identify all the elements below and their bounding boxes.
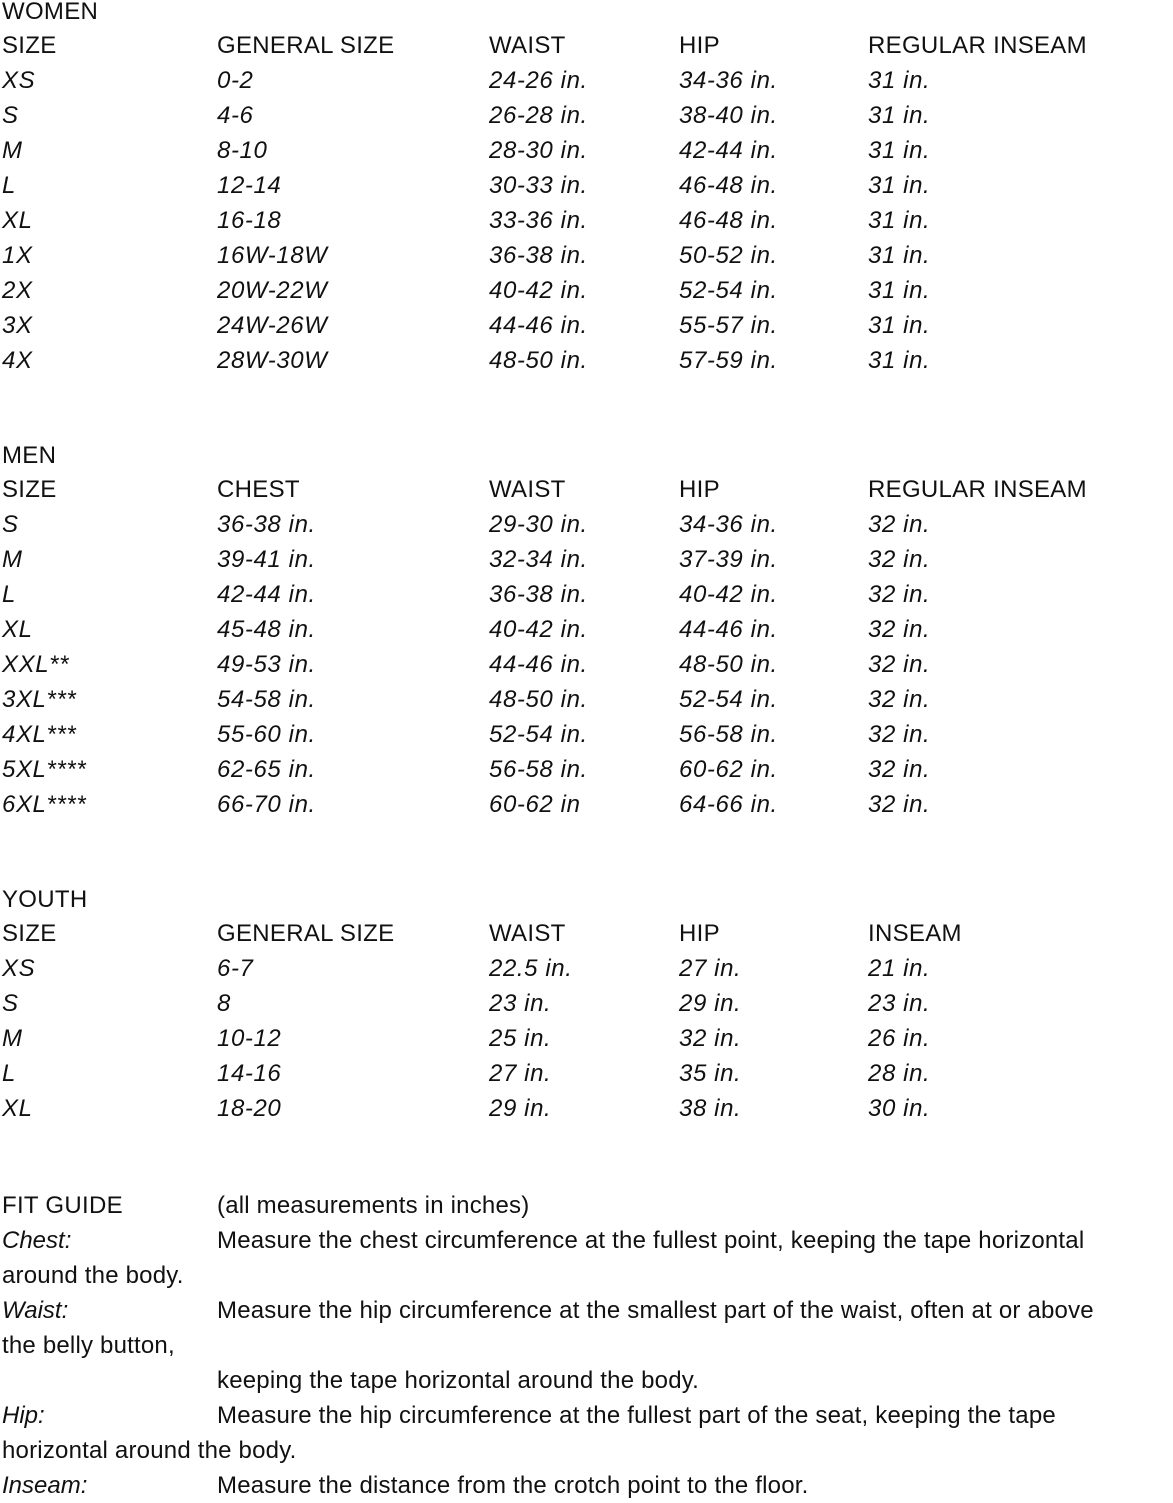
waist-cell: 30-33 in.: [489, 172, 588, 199]
table-row: [2, 168, 1162, 203]
youth-title: YOUTH: [2, 886, 88, 913]
general-size-cell: 18-20: [217, 1095, 282, 1122]
inseam-term: Inseam:: [2, 1472, 88, 1499]
fit-guide-subtitle: (all measurements in inches): [217, 1192, 530, 1219]
fit-guide-hip-cont: [2, 1433, 1172, 1468]
hip-description-continued: horizontal around the body.: [2, 1437, 297, 1464]
waist-cell: 48-50 in.: [489, 686, 588, 713]
size-cell: XXL**: [2, 651, 70, 678]
hip-cell: 60-62 in.: [679, 756, 778, 783]
general-size-cell: 4-6: [217, 102, 254, 129]
table-row: [2, 63, 1162, 98]
hip-cell: 48-50 in.: [679, 651, 778, 678]
table-row: [2, 273, 1162, 308]
size-cell: 3XL***: [2, 686, 77, 713]
chest-cell: 49-53 in.: [217, 651, 316, 678]
size-cell: XS: [2, 67, 36, 94]
table-row: [2, 1091, 1162, 1126]
hip-cell: 50-52 in.: [679, 242, 778, 269]
chest-cell: 39-41 in.: [217, 546, 316, 573]
women-header-inseam: REGULAR INSEAM: [868, 32, 1087, 59]
hip-cell: 34-36 in.: [679, 67, 778, 94]
inseam-cell: 21 in.: [868, 955, 931, 982]
table-row: [2, 1021, 1162, 1056]
table-row: [2, 133, 1162, 168]
inseam-cell: 31 in.: [868, 67, 931, 94]
men-header-row: [2, 472, 1162, 507]
table-row: [2, 98, 1162, 133]
men-title: MEN: [2, 442, 57, 469]
men-header-waist: WAIST: [489, 476, 566, 503]
inseam-cell: 32 in.: [868, 546, 931, 573]
hip-cell: 40-42 in.: [679, 581, 778, 608]
inseam-cell: 32 in.: [868, 721, 931, 748]
inseam-cell: 28 in.: [868, 1060, 931, 1087]
hip-cell: 42-44 in.: [679, 137, 778, 164]
hip-cell: 57-59 in.: [679, 347, 778, 374]
size-cell: XS: [2, 955, 36, 982]
hip-cell: 29 in.: [679, 990, 742, 1017]
size-cell: M: [2, 1025, 23, 1052]
waist-cell: 52-54 in.: [489, 721, 588, 748]
women-header-hip: HIP: [679, 32, 720, 59]
inseam-cell: 31 in.: [868, 347, 931, 374]
youth-header-inseam: INSEAM: [868, 920, 962, 947]
table-row: [2, 682, 1162, 717]
men-header-size: SIZE: [2, 476, 57, 503]
inseam-cell: 32 in.: [868, 686, 931, 713]
inseam-cell: 31 in.: [868, 277, 931, 304]
size-cell: S: [2, 511, 19, 538]
general-size-cell: 16-18: [217, 207, 282, 234]
hip-cell: 64-66 in.: [679, 791, 778, 818]
inseam-cell: 23 in.: [868, 990, 931, 1017]
men-header-hip: HIP: [679, 476, 720, 503]
size-cell: L: [2, 172, 16, 199]
fit-guide-waist-cont2: [2, 1363, 1172, 1398]
women-header-general-size: GENERAL SIZE: [217, 32, 395, 59]
youth-header-row: [2, 916, 1162, 951]
waist-cell: 23 in.: [489, 990, 552, 1017]
size-cell: XL: [2, 1095, 33, 1122]
inseam-cell: 31 in.: [868, 242, 931, 269]
chest-cell: 36-38 in.: [217, 511, 316, 538]
table-row: [2, 717, 1162, 752]
youth-header-hip: HIP: [679, 920, 720, 947]
waist-cell: 36-38 in.: [489, 581, 588, 608]
general-size-cell: 8-10: [217, 137, 268, 164]
hip-cell: 55-57 in.: [679, 312, 778, 339]
table-row: [2, 951, 1162, 986]
hip-cell: 46-48 in.: [679, 172, 778, 199]
waist-cell: 44-46 in.: [489, 312, 588, 339]
inseam-cell: 31 in.: [868, 312, 931, 339]
chest-description: Measure the chest circumference at the fullest point, keeping the tape horizontal: [217, 1227, 1085, 1254]
table-row: [2, 203, 1162, 238]
hip-cell: 46-48 in.: [679, 207, 778, 234]
chest-cell: 66-70 in.: [217, 791, 316, 818]
hip-cell: 37-39 in.: [679, 546, 778, 573]
waist-description-continued-2: keeping the tape horizontal around the body.: [217, 1367, 700, 1394]
size-cell: XL: [2, 616, 33, 643]
waist-description-continued: the belly button,: [2, 1332, 175, 1359]
waist-cell: 36-38 in.: [489, 242, 588, 269]
waist-cell: 29-30 in.: [489, 511, 588, 538]
women-header-size: SIZE: [2, 32, 57, 59]
fit-guide-waist: [2, 1293, 1172, 1328]
inseam-cell: 30 in.: [868, 1095, 931, 1122]
general-size-cell: 14-16: [217, 1060, 282, 1087]
inseam-cell: 31 in.: [868, 102, 931, 129]
general-size-cell: 24W-26W: [217, 312, 328, 339]
waist-cell: 25 in.: [489, 1025, 552, 1052]
men-header-chest: CHEST: [217, 476, 300, 503]
general-size-cell: 6-7: [217, 955, 254, 982]
fit-guide-header: [2, 1188, 1172, 1223]
hip-cell: 32 in.: [679, 1025, 742, 1052]
fit-guide-chest: [2, 1223, 1172, 1258]
size-cell: 4X: [2, 347, 33, 374]
inseam-cell: 32 in.: [868, 511, 931, 538]
waist-cell: 44-46 in.: [489, 651, 588, 678]
waist-cell: 40-42 in.: [489, 277, 588, 304]
waist-cell: 56-58 in.: [489, 756, 588, 783]
hip-cell: 38 in.: [679, 1095, 742, 1122]
waist-cell: 32-34 in.: [489, 546, 588, 573]
hip-cell: 27 in.: [679, 955, 742, 982]
inseam-cell: 31 in.: [868, 207, 931, 234]
waist-cell: 29 in.: [489, 1095, 552, 1122]
general-size-cell: 0-2: [217, 67, 254, 94]
inseam-cell: 32 in.: [868, 791, 931, 818]
women-header-waist: WAIST: [489, 32, 566, 59]
waist-cell: 22.5 in.: [489, 955, 573, 982]
size-cell: 6XL****: [2, 791, 87, 818]
chest-cell: 55-60 in.: [217, 721, 316, 748]
inseam-cell: 32 in.: [868, 616, 931, 643]
hip-cell: 52-54 in.: [679, 686, 778, 713]
general-size-cell: 10-12: [217, 1025, 282, 1052]
waist-cell: 28-30 in.: [489, 137, 588, 164]
table-row: [2, 542, 1162, 577]
size-cell: 5XL****: [2, 756, 87, 783]
table-row: [2, 986, 1162, 1021]
fit-guide-chest-cont: [2, 1258, 1172, 1293]
waist-cell: 33-36 in.: [489, 207, 588, 234]
table-row: [2, 612, 1162, 647]
hip-cell: 56-58 in.: [679, 721, 778, 748]
hip-cell: 35 in.: [679, 1060, 742, 1087]
youth-header-waist: WAIST: [489, 920, 566, 947]
waist-description: Measure the hip circumference at the smallest part of the waist, often at or above: [217, 1297, 1094, 1324]
size-cell: L: [2, 1060, 16, 1087]
inseam-cell: 32 in.: [868, 581, 931, 608]
table-row: [2, 752, 1162, 787]
hip-cell: 34-36 in.: [679, 511, 778, 538]
chest-term: Chest:: [2, 1227, 72, 1254]
men-header-inseam: REGULAR INSEAM: [868, 476, 1087, 503]
chest-description-continued: around the body.: [2, 1262, 184, 1289]
women-header-row: [2, 28, 1162, 63]
size-cell: 1X: [2, 242, 33, 269]
inseam-cell: 31 in.: [868, 172, 931, 199]
inseam-cell: 26 in.: [868, 1025, 931, 1052]
inseam-cell: 32 in.: [868, 756, 931, 783]
size-cell: S: [2, 102, 19, 129]
hip-description: Measure the hip circumference at the fullest part of the seat, keeping the tape: [217, 1402, 1056, 1429]
fit-guide-hip: [2, 1398, 1172, 1433]
table-row: [2, 577, 1162, 612]
chest-cell: 54-58 in.: [217, 686, 316, 713]
waist-cell: 40-42 in.: [489, 616, 588, 643]
general-size-cell: 28W-30W: [217, 347, 328, 374]
size-cell: M: [2, 546, 23, 573]
size-cell: M: [2, 137, 23, 164]
waist-cell: 60-62 in: [489, 791, 581, 818]
general-size-cell: 8: [217, 990, 231, 1017]
waist-cell: 24-26 in.: [489, 67, 588, 94]
youth-header-general-size: GENERAL SIZE: [217, 920, 395, 947]
table-row: [2, 343, 1162, 378]
size-cell: XL: [2, 207, 33, 234]
table-row: [2, 647, 1162, 682]
fit-guide-waist-cont: [2, 1328, 1172, 1363]
size-cell: 4XL***: [2, 721, 77, 748]
fit-guide-inseam: [2, 1468, 1172, 1503]
women-title: WOMEN: [2, 0, 99, 25]
table-row: [2, 308, 1162, 343]
chest-cell: 42-44 in.: [217, 581, 316, 608]
hip-term: Hip:: [2, 1402, 45, 1429]
table-row: [2, 238, 1162, 273]
table-row: [2, 507, 1162, 542]
table-row: [2, 787, 1162, 822]
general-size-cell: 16W-18W: [217, 242, 328, 269]
size-cell: 3X: [2, 312, 33, 339]
waist-cell: 48-50 in.: [489, 347, 588, 374]
fit-guide-title: FIT GUIDE: [2, 1192, 123, 1219]
chest-cell: 45-48 in.: [217, 616, 316, 643]
chest-cell: 62-65 in.: [217, 756, 316, 783]
inseam-description: Measure the distance from the crotch point to the floor.: [217, 1472, 809, 1499]
table-row: [2, 1056, 1162, 1091]
size-cell: 2X: [2, 277, 33, 304]
waist-cell: 26-28 in.: [489, 102, 588, 129]
general-size-cell: 20W-22W: [217, 277, 328, 304]
waist-term: Waist:: [2, 1297, 69, 1324]
hip-cell: 44-46 in.: [679, 616, 778, 643]
inseam-cell: 31 in.: [868, 137, 931, 164]
general-size-cell: 12-14: [217, 172, 282, 199]
hip-cell: 38-40 in.: [679, 102, 778, 129]
hip-cell: 52-54 in.: [679, 277, 778, 304]
youth-header-size: SIZE: [2, 920, 57, 947]
size-cell: L: [2, 581, 16, 608]
waist-cell: 27 in.: [489, 1060, 552, 1087]
size-cell: S: [2, 990, 19, 1017]
inseam-cell: 32 in.: [868, 651, 931, 678]
